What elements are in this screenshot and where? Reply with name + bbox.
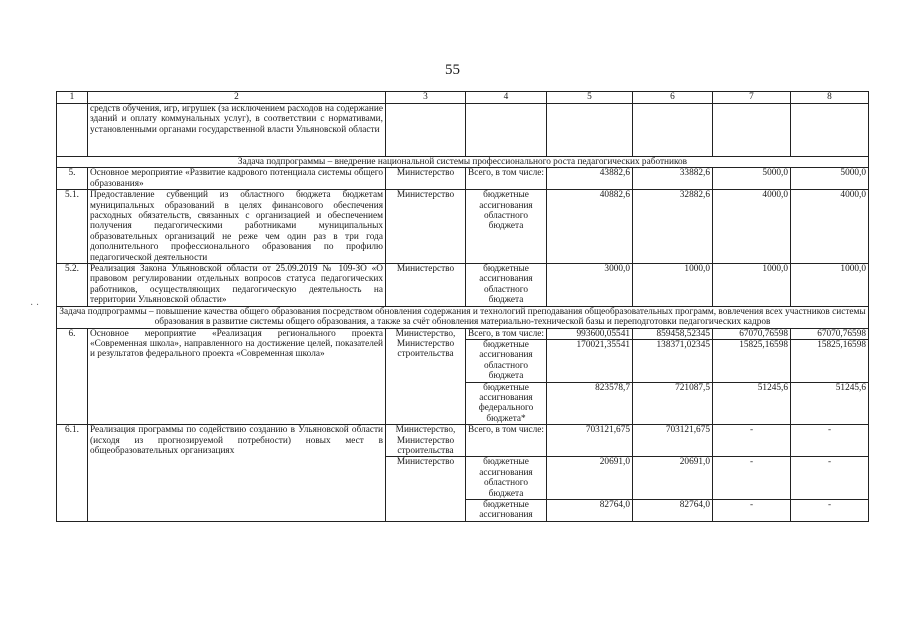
value-cell: 33882,6 [633,168,713,190]
funding-source [466,104,547,157]
value-cell: 3000,0 [547,264,633,307]
executor: Министерство [386,190,466,264]
value-cell: 823578,7 [547,382,633,425]
budget-table [56,91,869,522]
row-number [57,104,88,157]
executor [386,104,466,157]
value-cell: 4000,0 [713,190,791,264]
funding-source: бюджетные ассигнования областного бюджета [466,339,547,382]
value-cell: 1000,0 [713,264,791,307]
task-heading: Задача подпрограммы – внедрение национальной системы профессионального роста педагогических работников [57,157,869,168]
value-cell: 20691,0 [547,457,633,500]
value-cell: 15825,16598 [713,339,791,382]
value-cell: 51245,6 [791,382,869,425]
funding-source: бюджетные ассигнования областного бюджета [466,264,547,307]
value-cell: 15825,16598 [791,339,869,382]
column-number: 8 [791,92,869,104]
column-number: 1 [57,92,88,104]
task-heading-row [57,306,869,328]
table-row [57,328,869,339]
activity-name: Реализация программы по содействию созданию в Ульяновской области (исходя из прогнозируемой потребности) новых мест в общеобразовательных организациях [88,425,386,522]
column-number-row [57,92,869,104]
value-cell: 5000,0 [713,168,791,190]
value-cell: - [791,500,869,522]
row-number: 5.2. [57,264,88,307]
activity-name: Предоставление субвенций из областного бюджета бюджетам муниципальных образований в целях финансового обеспечения расходных обязательств, связанных с организацией и обеспечением получения педагогическими работниками муниципальных образовательных организаций не реже чем один раз в три года дополнительного профессионального образования по профилю педагогической деятельности [88,190,386,264]
value-cell: 1000,0 [791,264,869,307]
continuation-row [57,104,869,157]
column-number: 6 [633,92,713,104]
activity-name: Основное мероприятие «Развитие кадрового потенциала системы общего образования» [88,168,386,190]
table-row [57,190,869,264]
value-cell [791,104,869,157]
column-number: 2 [88,92,386,104]
value-cell: 67070,76598 [713,328,791,339]
value-cell: 32882,6 [633,190,713,264]
value-cell: 40882,6 [547,190,633,264]
funding-source: бюджетные ассигнования федерального бюджета* [466,382,547,425]
value-cell: 20691,0 [633,457,713,500]
executor: Министерство, Министерство строительства [386,425,466,457]
row-number: 5.1. [57,190,88,264]
funding-source: бюджетные ассигнования областного бюджета [466,457,547,500]
row-number: 5. [57,168,88,190]
value-cell: 5000,0 [791,168,869,190]
value-cell: - [713,457,791,500]
column-number: 3 [386,92,466,104]
page-number: 55 [445,62,460,78]
value-cell [713,104,791,157]
funding-source: Всего, в том числе: [466,168,547,190]
value-cell: 703121,675 [547,425,633,457]
column-number: 4 [466,92,547,104]
value-cell: 67070,76598 [791,328,869,339]
executor: Министерство [386,457,466,521]
value-cell: 993600,05541 [547,328,633,339]
funding-source: Всего, в том числе: [466,328,547,339]
value-cell: 51245,6 [713,382,791,425]
value-cell: 4000,0 [791,190,869,264]
row-number: 6.1. [57,425,88,522]
executor: Министерство [386,168,466,190]
table-row [57,168,869,190]
row-number: 6. [57,328,88,425]
value-cell: 170021,35541 [547,339,633,382]
column-number: 7 [713,92,791,104]
value-cell: 82764,0 [633,500,713,522]
value-cell: 721087,5 [633,382,713,425]
margin-mark-decoration: · · [30,300,40,311]
value-cell: 82764,0 [547,500,633,522]
activity-name: Основное мероприятие «Реализация регионального проекта «Современная школа», направленного на достижение целей, показателей и результатов федерального проекта «Современная школа» [88,328,386,425]
executor: Министерство [386,264,466,307]
table-row [57,264,869,307]
value-cell: 859458,52345 [633,328,713,339]
task-heading: Задача подпрограммы – повышение качества общего образования посредством обновления содержания и технологий преподавания общеобразовательных программ, вовлечения всех участников системы образования в развитие системы общего образования, а также за счёт обновления материально-технической базы и переподготовки педагогических кадров [57,306,869,328]
funding-source: бюджетные ассигнования [466,500,547,522]
funding-source: бюджетные ассигнования областного бюджета [466,190,547,264]
activity-name: Реализация Закона Ульяновской области от 25.09.2019 № 109-ЗО «О правовом регулировании отдельных вопросов статуса педагогических работников, осуществляющих педагогическую деятельность на территории Ульяновской области» [88,264,386,307]
activity-name: средств обучения, игр, игрушек (за исключением расходов на содержание зданий и оплату коммунальных услуг), в соответствии с нормативами, установленными органами государственной власти Ульяновской области [88,104,386,157]
value-cell: 43882,6 [547,168,633,190]
value-cell: - [791,425,869,457]
executor: Министерство, Министерство строительства [386,328,466,425]
value-cell [633,104,713,157]
value-cell [547,104,633,157]
value-cell: - [713,425,791,457]
value-cell: - [791,457,869,500]
funding-source: Всего, в том числе: [466,425,547,457]
task-heading-row [57,157,869,168]
value-cell: 703121,675 [633,425,713,457]
table-row [57,425,869,457]
value-cell: 138371,02345 [633,339,713,382]
column-number: 5 [547,92,633,104]
value-cell: 1000,0 [633,264,713,307]
value-cell: - [713,500,791,522]
